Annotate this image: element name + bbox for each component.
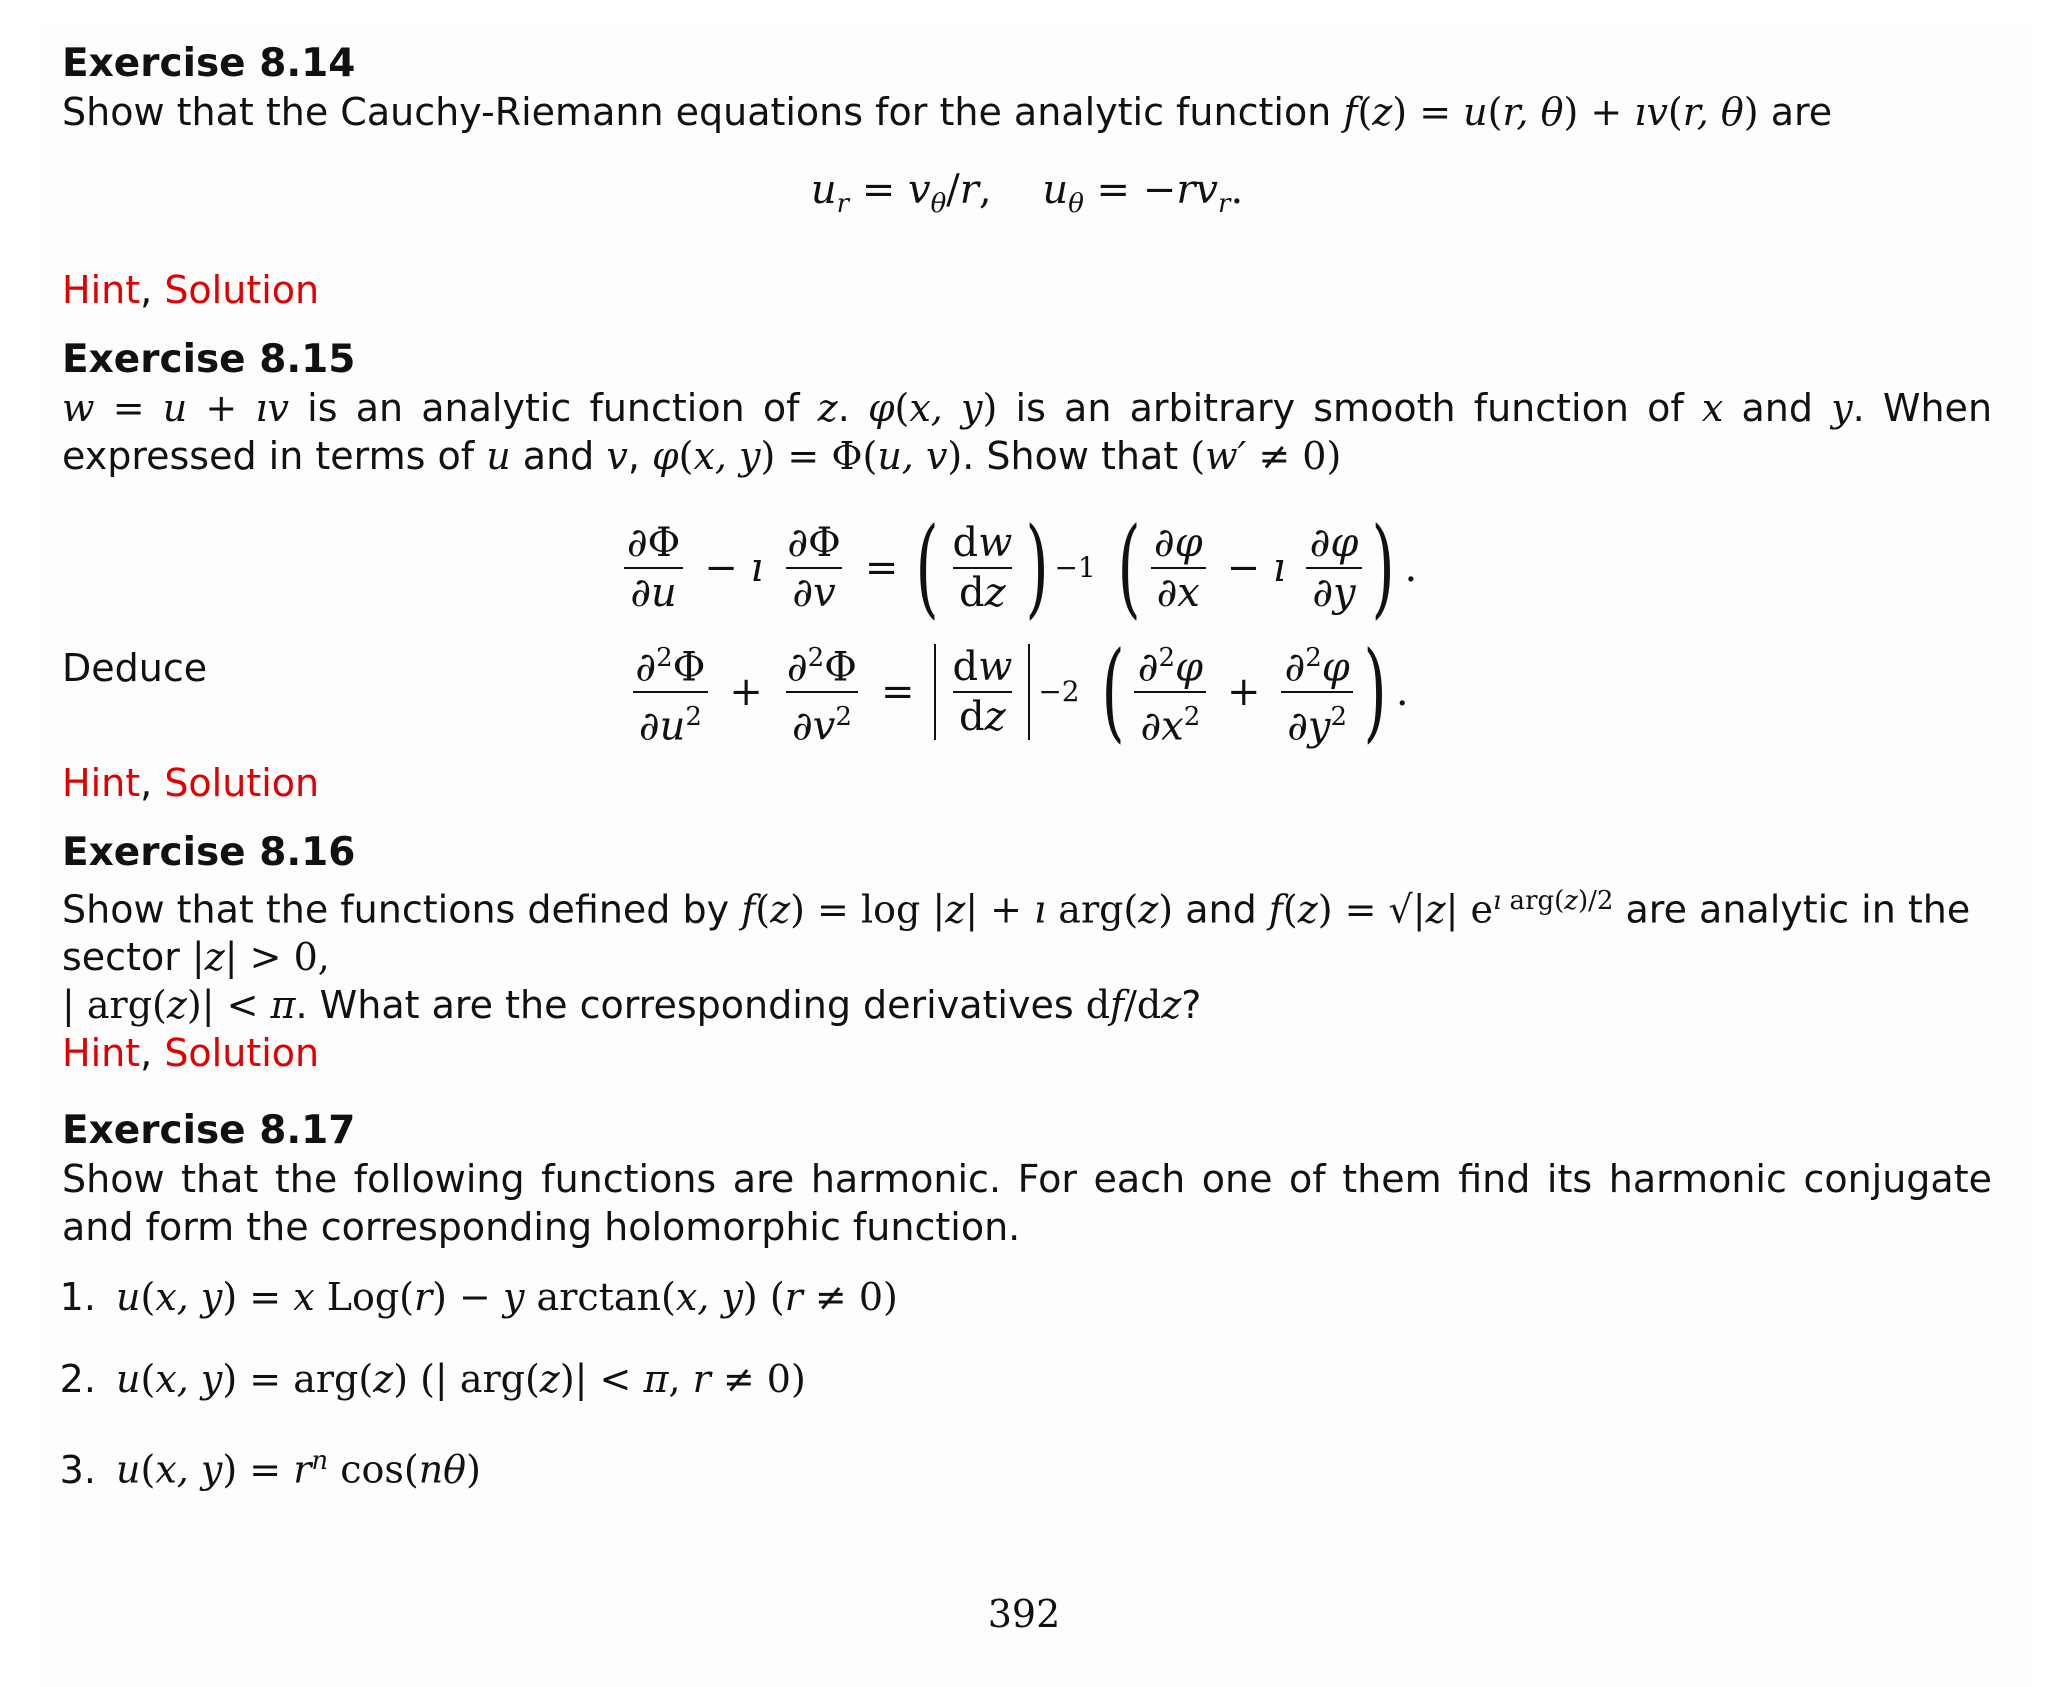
hint-solution-links (62, 759, 1992, 807)
document-content (62, 40, 1992, 1528)
hint-link[interactable]: Hint (62, 268, 141, 312)
exercise-title: Exercise 8.17 (62, 1108, 356, 1154)
deduce-label: Deduce (62, 646, 208, 690)
exercise-text: Show that the functions defined by f(z) = log |z| + ı arg(z) and f(z) = √|z| $e^{ı arg(z)/2}$ are analytic in the sector |z| > 0, | arg(z)| < π. What are the corresponding derivatives df/dz? (62, 885, 1971, 1028)
exercise-text: w = u + ıv is an analytic function of z. φ(x, y) is an arbitrary smooth function of x and y. When expressed in terms of u and v, φ(x, y) = Φ(u, v). Show that (w′ ≠ 0) (62, 386, 1993, 478)
equation-laplacian: $\frac{\partial^2\Phi}{\partial u^2}$ + $\frac{\partial^2\Phi}{\partial v^2}$ = $\frac{dw}{dz}$ −2 ( $\frac{\partial^2\varphi}{\partial x^2}$ + $\frac{\partial^2\varphi}{\partial y^2}$ ) . (42, 636, 1992, 749)
list-item: 2. u(x, y) = arg(z) (| arg(z)| < π, r ≠ 0) (108, 1355, 1992, 1403)
hint-solution-links (62, 266, 1992, 314)
link-separator: , (140, 760, 153, 805)
exercise-text-segment: Show that the Cauchy-Riemann equations for the analytic function (62, 90, 1344, 134)
exercise-title: Exercise 8.16 (62, 829, 356, 875)
list-item: 3. u(x, $y) = r^n$ cos(nθ) (108, 1437, 1992, 1494)
cauchy-riemann-equation: $u_r = v_\theta/r$, $u_\theta = -rv_r$. (810, 167, 1244, 219)
harmonic-function-list (62, 1273, 1992, 1494)
list-item: 1. u(x, y) = x Log(r) − y arctan(x, y) (r ≠ 0) (108, 1273, 1992, 1321)
link-separator: , (140, 268, 153, 312)
page-number: 392 (987, 1592, 1061, 1636)
exercise-title: Exercise 8.14 (62, 41, 356, 86)
math-inline: f (1343, 90, 1358, 134)
solution-link[interactable]: Solution (164, 268, 320, 312)
exercise-text: Show that the Cauchy-Riemann equations for the analytic function f(z) = u(r, θ) + ıv(r, θ) are (62, 90, 1833, 134)
equation-first-derivative: $\frac{\partial\Phi}{\partial u}$ − ı $\frac{\partial\Phi}{\partial v}$ = ( $\frac{dw}{dz}$ ) −1 ( $\frac{\partial\varphi}{\partial x}$ − ı $\frac{\partial\varphi}{\partial y}$ ) . (62, 514, 1992, 622)
solution-link[interactable]: Solution (164, 1031, 320, 1076)
hint-solution-links (62, 1029, 1992, 1077)
hint-link[interactable]: Hint (62, 760, 141, 805)
link-separator: , (140, 1031, 153, 1076)
solution-link[interactable]: Solution (164, 760, 320, 805)
exercise-title: Exercise 8.15 (62, 337, 356, 382)
exercise-text: Show that the following functions are harmonic. For each one of them find its harmonic conjugate and form the corresponding holomorphic function. (62, 1157, 1992, 1250)
hint-link[interactable]: Hint (62, 1031, 141, 1076)
deduce-block (62, 629, 1992, 755)
